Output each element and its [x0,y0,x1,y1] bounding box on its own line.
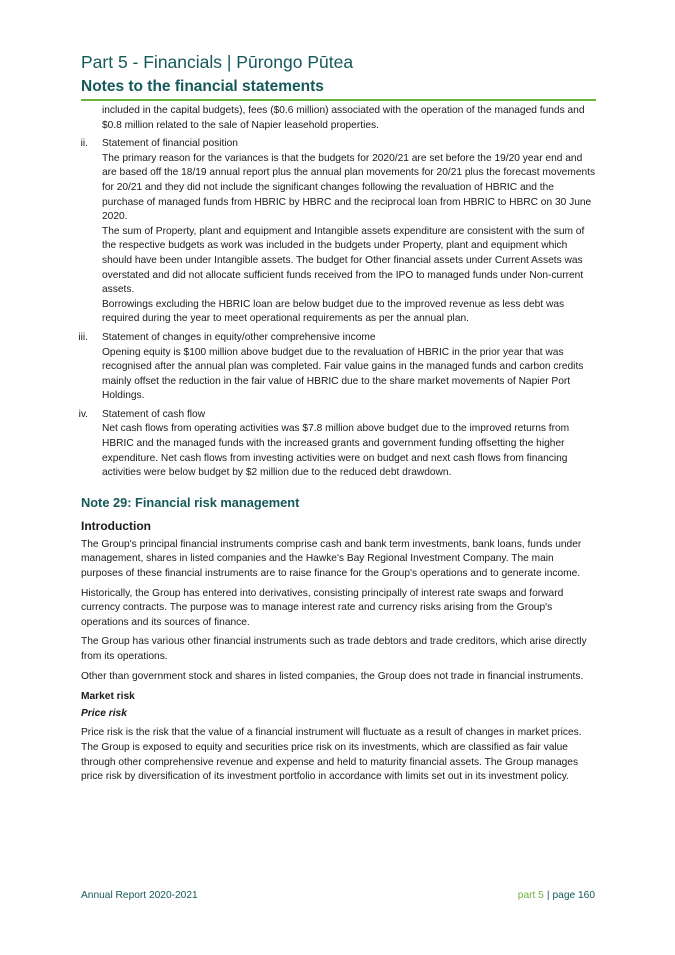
body-paragraph: Other than government stock and shares in listed companies, the Group does not trade in financial instruments. [81,670,584,682]
list-item-paragraph: The sum of Property, plant and equipment and Intangible assets expenditure are consistent with the sum of the respective budgets as work was included in the budgets under Property, plant and equipment which should have been under Intangible assets. The budget for Other financial assets under Current Assets was overstated and did not allocate sufficient funds received from the IPO to managed funds under Non-current assets. [102,225,585,296]
footer-part-label: part 5 [517,890,544,901]
note-29-heading: Note 29: Financial risk management [81,494,300,510]
list-item-paragraph: Borrowings excluding the HBRIC loan are below budget due to the improved revenue as less debt was required during the year to meet operational requirements as per the annual plan. [102,298,565,325]
footer-page-info [518,890,595,901]
market-risk-heading: Market risk [81,691,135,703]
list-item-paragraph: Opening equity is $100 million above budget due to the revaluation of HBRIC in the prior year that was recognised after the annual plan was completed. Fair value gains in the managed funds and carbon credits mainly offset the reduction in the fair value of HBRIC due to the share market movements of Napier Port Holdings. [102,346,584,402]
body-paragraph: The Group's principal financial instruments comprise cash and bank term investments, bank loans, funds under management, shares in listed companies and the Hawke's Bay Regional Investment Company. The main purposes of these financial instruments are to raise finance for the Group's operations and to generate income. [81,538,582,580]
body-paragraph: The Group has various other financial instruments such as trade debtors and trade creditors, which arise directly from its operations. [81,636,587,662]
footer-report-title: Annual Report 2020-2021 [81,890,198,901]
list-numeral: iv. [78,408,88,420]
footer-separator: | [546,890,550,901]
list-item-iii [0,331,675,404]
part-title: Part 5 - Financials | Pūrongo Pūtea [81,52,354,72]
list-item-title: Statement of cash flow [102,408,206,420]
introduction-heading: Introduction [81,518,151,533]
body-paragraph: Historically, the Group has entered into derivatives, consisting principally of interest rate swaps and forward currency contracts. The purpose was to manage interest rate and currency risks arising from the Group's operations and its sources of finance. [81,587,564,628]
footer-page-number: page 160 [552,890,595,901]
list-numeral: ii. [80,138,88,150]
list-numeral: iii. [78,331,88,343]
price-risk-heading: Price risk [81,707,127,719]
list-item-title: Statement of changes in equity/other comprehensive income [102,331,376,343]
list-item-paragraph: The primary reason for the variances is that the budgets for 2020/21 are set before the 19/20 year end and are based off the 18/19 annual report plus the annual plan movements for 20/21 plus the forecast movements for 20/21 and they did not include the significant changes following the revaluation of HBRIC and the purchase of managed funds from HBRIC by HBRC and the reciprocal loan from HBRIC to HBRC on 30 June 2020. [102,152,596,223]
list-item-title: Statement of financial position [102,138,238,150]
continuation-paragraph: included in the capital budgets), fees ($0.6 million) associated with the operation of the managed funds and $0.8 million related to the sale of Napier leasehold properties. [102,105,585,131]
content [0,104,675,785]
list-item-iv [0,408,675,481]
list-item-ii [0,137,675,327]
price-risk-paragraph: Price risk is the risk that the value of a financial instrument will fluctuate as a result of changes in market prices. The Group is exposed to equity and securities price risk on its investments, which are classified as fair value through other comprehensive revenue and expense and held to maturity financial assets. The Group manages price risk by diversification of its investment portfolio in accordance with limits set out in its investment policy. [81,727,582,783]
section-title: Notes to the financial statements [81,78,324,95]
heading-rule [81,99,596,101]
list-item-paragraph: Net cash flows from operating activities was $7.8 million above budget due to the improved returns from HBRIC and the managed funds with the increased grants and government funding offsetting the higher expenditure. Net cash flows from investing activities were on budget and next cash flows from financing activities were below budget by $2 million due to the reduced debt drawdown. [102,423,570,479]
